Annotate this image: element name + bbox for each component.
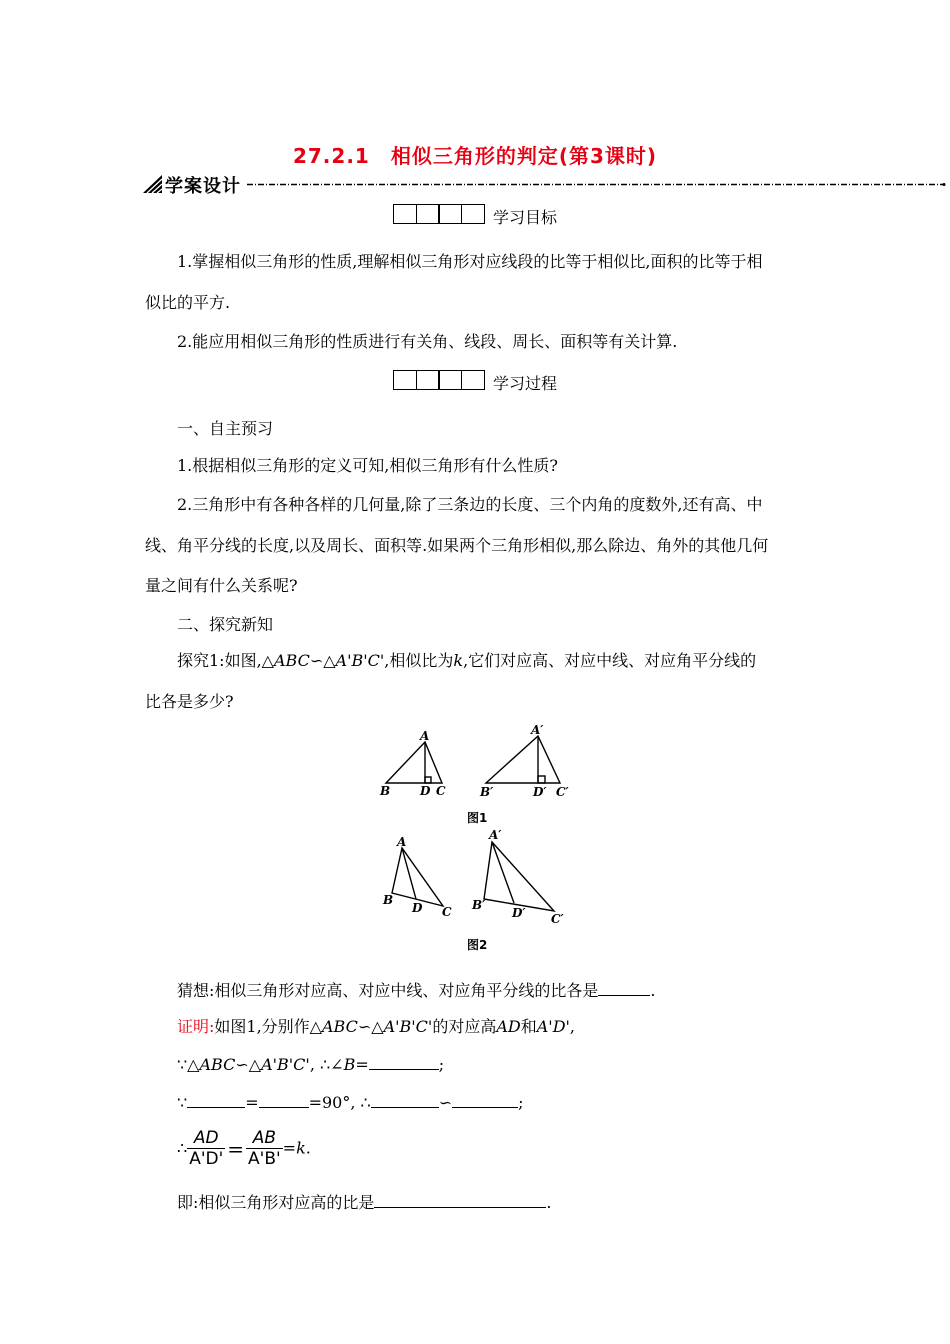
label-b-prime: B′ <box>472 898 486 912</box>
answer-blank[interactable] <box>452 1093 518 1108</box>
label-a-prime: A′ <box>489 828 502 842</box>
label-b: B <box>383 893 394 907</box>
label-b-prime: B′ <box>480 785 494 799</box>
label-d-prime: D′ <box>512 906 526 920</box>
part2-heading: 二、探究新知 <box>177 615 274 634</box>
answer-blank[interactable] <box>371 1093 439 1108</box>
answer-blank[interactable] <box>369 1055 439 1070</box>
proof-label: 证明: <box>177 1017 215 1036</box>
fraction-ad-a2d2: $\frac{AD}{A'D'}$ <box>189 1128 224 1169</box>
label-d: D <box>412 901 423 915</box>
right-angle-mark <box>425 777 431 783</box>
proof-line-3: ∵ = =90°, ∴ ∽ ; <box>177 1093 524 1112</box>
goal-1-cont: 似比的平方. <box>145 293 231 312</box>
conclusion-line: 即:相似三角形对应高的比是 . <box>177 1193 552 1212</box>
banner-label: 学案设计 <box>165 176 241 197</box>
segment-ad <box>402 848 416 899</box>
triangle-a2b2c2 <box>486 736 560 783</box>
section-process-label: 学习过程 <box>493 374 558 393</box>
section-boxes <box>393 370 483 390</box>
explore-1: 探究1:如图,△ABC∽△A'B'C',相似比为k,它们对应高、对应中线、对应角平分线的 <box>177 651 757 670</box>
question-1: 1.根据相似三角形的定义可知,相似三角形有什么性质? <box>177 456 558 475</box>
figure-1-caption: 图1 <box>467 811 488 825</box>
triangle-abc <box>392 848 443 906</box>
part1-heading: 一、自主预习 <box>177 419 274 438</box>
guess-line: 猜想:相似三角形对应高、对应中线、对应角平分线的比各是 . <box>177 981 656 1000</box>
figure-2 <box>378 828 578 928</box>
question-2-line2: 线、角平分线的长度,以及周长、面积等.如果两个三角形相似,那么除边、角外的其他几何 <box>145 536 769 555</box>
label-d: D <box>420 784 431 798</box>
answer-blank[interactable] <box>374 1193 546 1208</box>
answer-blank[interactable] <box>187 1093 245 1108</box>
proof-line-1: 证明:如图1,分别作△ABC∽△A'B'C'的对应高AD和A'D', <box>177 1017 576 1036</box>
label-c-prime: C′ <box>551 912 564 926</box>
section-boxes <box>393 204 483 224</box>
label-a: A <box>397 835 407 849</box>
answer-blank[interactable] <box>259 1093 309 1108</box>
triangle-stripes-icon <box>143 174 163 194</box>
label-c: C <box>436 784 446 798</box>
proof-line-4: ∴ $\frac{AD}{A'D'}$ = $\frac{AB}{A'B'}$ =k. <box>177 1128 311 1169</box>
page-title: 27.2.1 相似三角形的判定(第3课时) <box>292 144 658 168</box>
section-goals-label: 学习目标 <box>493 208 558 227</box>
fraction-ab-a2b2: $\frac{AB}{A'B'}$ <box>248 1128 281 1169</box>
answer-blank[interactable] <box>598 981 650 996</box>
question-2-line1: 2.三角形中有各种各样的几何量,除了三条边的长度、三个内角的度数外,还有高、中 <box>177 495 763 514</box>
label-d-prime: D′ <box>533 785 547 799</box>
label-c-prime: C′ <box>556 785 569 799</box>
segment-a2d2 <box>492 842 514 903</box>
label-c: C <box>442 905 452 919</box>
dotted-rule <box>247 183 947 186</box>
label-a-prime: A′ <box>531 724 544 737</box>
triangle-a2b2c2 <box>484 842 554 911</box>
section-goals-head <box>393 204 593 228</box>
goal-2: 2.能应用相似三角形的性质进行有关角、线段、周长、面积等有关计算. <box>177 332 678 351</box>
triangle-abc <box>386 742 442 783</box>
section-process-head <box>393 370 593 394</box>
label-b: B <box>380 784 391 798</box>
right-angle-mark <box>538 776 545 783</box>
explore-1-cont: 比各是多少? <box>145 692 234 711</box>
question-2-line3: 量之间有什么关系呢? <box>145 576 298 595</box>
label-a: A <box>420 729 430 743</box>
section-banner <box>143 172 950 196</box>
figure-1 <box>378 724 578 804</box>
goal-1: 1.掌握相似三角形的性质,理解相似三角形对应线段的比等于相似比,面积的比等于相 <box>177 252 763 271</box>
figure-2-caption: 图2 <box>467 938 488 952</box>
proof-line-2: ∵△ABC∽△A'B'C', ∴∠B= ; <box>177 1055 445 1074</box>
